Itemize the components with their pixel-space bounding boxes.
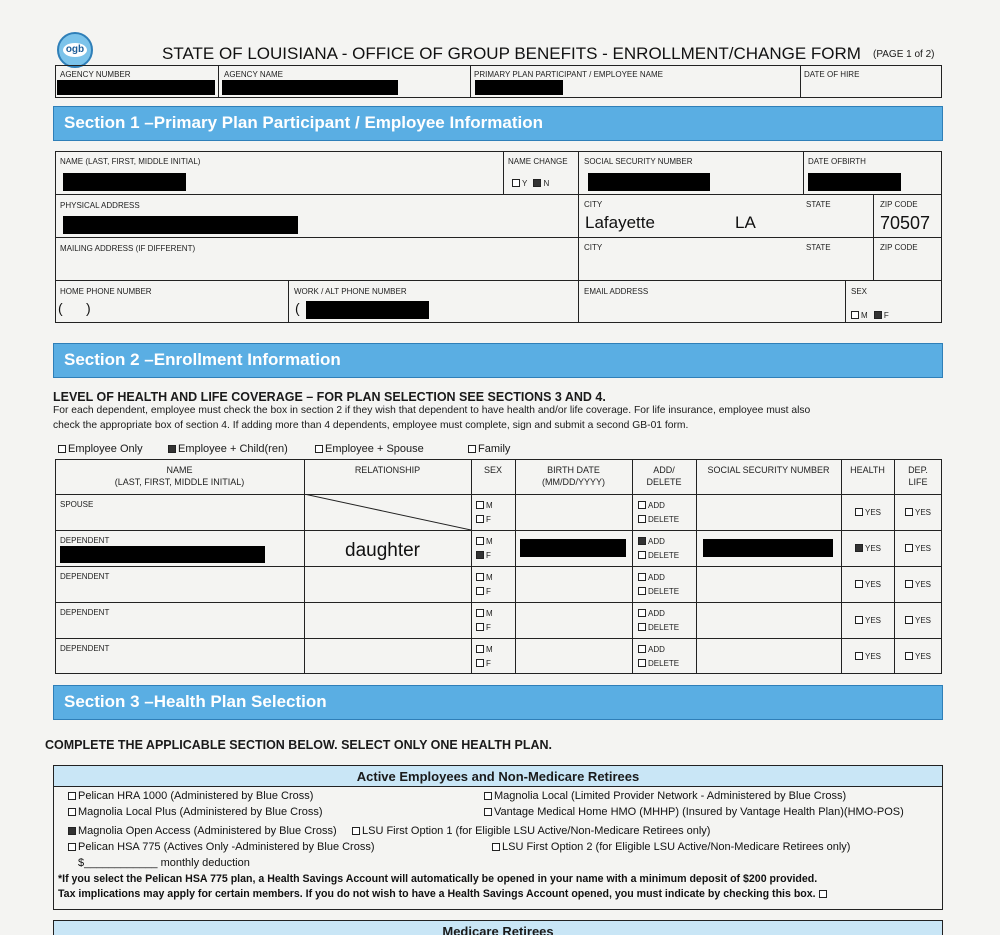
hsa-note-2-text: Tax implications may apply for certain members. If you do not wish to have a Health Savings Account opened, you must indicate by checking this box. xyxy=(58,888,816,900)
delete-checkbox[interactable] xyxy=(638,587,646,595)
sex-m-checkbox[interactable] xyxy=(851,311,859,319)
sex-m-text: M xyxy=(861,311,868,320)
page-indicator: (PAGE 1 of 2) xyxy=(873,49,935,60)
state-value: LA xyxy=(735,213,756,232)
active-employees-header: Active Employees and Non-Medicare Retirees xyxy=(53,765,943,787)
name-change-options[interactable] xyxy=(512,179,549,188)
col-name xyxy=(55,464,304,488)
physical-address-redacted xyxy=(63,216,298,234)
delete-checkbox[interactable] xyxy=(638,659,646,667)
f-checkbox[interactable] xyxy=(476,623,484,631)
section2-bar xyxy=(53,343,943,378)
hsa-note-2 xyxy=(58,888,829,900)
coverage-heading: LEVEL OF HEALTH AND LIFE COVERAGE – FOR PLAN SELECTION SEE SECTIONS 3 AND 4. xyxy=(53,390,606,404)
plan-vantage xyxy=(484,806,904,818)
life-checkbox[interactable] xyxy=(905,616,913,624)
employee-spouse-checkbox[interactable] xyxy=(315,445,323,453)
email-label: EMAIL ADDRESS xyxy=(584,287,649,296)
table-row-label: DEPENDENT xyxy=(60,572,110,581)
add-checkbox[interactable] xyxy=(638,609,646,617)
plan-text: Pelican HRA 1000 (Administered by Blue Cross) xyxy=(78,790,314,802)
sex-f-text: F xyxy=(883,311,889,320)
physical-address-label: PHYSICAL ADDRESS xyxy=(60,201,140,210)
life-checkbox[interactable] xyxy=(905,652,913,660)
m-checkbox[interactable] xyxy=(476,609,484,617)
name-redacted xyxy=(63,173,186,191)
employee-only-checkbox[interactable] xyxy=(58,445,66,453)
employee-spouse-text: Employee + Spouse xyxy=(325,443,424,455)
row-health-yes: YES xyxy=(855,544,881,553)
work-phone-value: ( xyxy=(295,300,300,316)
ssn-label: SOCIAL SECURITY NUMBER xyxy=(584,157,693,166)
m-checkbox[interactable] xyxy=(476,501,484,509)
col-relationship: RELATIONSHIP xyxy=(354,465,421,475)
row-life-yes: YES xyxy=(905,508,931,517)
plan-text: Magnolia Local Plus (Administered by Blue Cross) xyxy=(78,806,323,818)
col-add xyxy=(632,464,696,488)
sex-f-checkbox[interactable] xyxy=(874,311,882,319)
life-checkbox[interactable] xyxy=(905,544,913,552)
plan-magnolia-local xyxy=(484,790,846,802)
employee-children-checkbox[interactable] xyxy=(168,445,176,453)
city-value: Lafayette xyxy=(585,213,655,232)
health-checkbox[interactable] xyxy=(855,508,863,516)
city-label: CITY xyxy=(584,200,603,209)
lsu-option-1-checkbox[interactable] xyxy=(352,827,360,835)
name-change-y-text: Y xyxy=(522,179,528,188)
add-checkbox[interactable] xyxy=(638,501,646,509)
row-health-yes: YES xyxy=(855,508,881,517)
col-birth xyxy=(515,464,632,488)
instructions-line-2: check the appropriate box of section 4. If adding more than 4 dependents, employee must complete, sign and submit a second GB-01 form. xyxy=(53,420,689,431)
row-health-yes: YES xyxy=(855,580,881,589)
mailing-address-label: MAILING ADDRESS (IF DIFFERENT) xyxy=(60,244,196,253)
col-add-text: ADD/ xyxy=(653,465,675,475)
col-ssn: SOCIAL SECURITY NUMBER xyxy=(707,465,830,475)
section1-title: Section 1 –Primary Plan Participant / Employee Information xyxy=(64,113,543,132)
row-sex-options: M F xyxy=(476,535,493,563)
magnolia-local-checkbox[interactable] xyxy=(484,792,492,800)
hsa-opt-out-checkbox[interactable] xyxy=(819,890,827,898)
col-add-sub: DELETE xyxy=(646,477,682,487)
hsa-note-1: *If you select the Pelican HSA 775 plan, a Health Savings Account will automatically be opened in your name with a minimum deposit of $200 provided. xyxy=(58,873,818,885)
col-health: HEALTH xyxy=(850,465,885,475)
row-health-yes: YES xyxy=(855,616,881,625)
mailing-state-label: STATE xyxy=(806,243,831,252)
health-checkbox[interactable] xyxy=(855,616,863,624)
work-phone-label: WORK / ALT PHONE NUMBER xyxy=(294,287,407,296)
family-checkbox[interactable] xyxy=(468,445,476,453)
pelican-hsa-checkbox[interactable] xyxy=(68,843,76,851)
zip-label: ZIP CODE xyxy=(880,200,918,209)
row-life-yes: YES xyxy=(905,616,931,625)
table-row-label: DEPENDENT xyxy=(60,644,110,653)
plan-text: Vantage Medical Home HMO (MHHP) (Insured by Vantage Health Plan)(HMO-POS) xyxy=(494,806,904,818)
row-sex-options: M F xyxy=(476,643,493,671)
f-checkbox[interactable] xyxy=(476,515,484,523)
name-change-label: NAME CHANGE xyxy=(508,157,568,166)
plan-magnolia-local-plus xyxy=(68,806,323,818)
logo-text: ogb xyxy=(63,43,87,57)
plan-text: Pelican HSA 775 (Actives Only -Administered by Blue Cross) xyxy=(78,841,375,853)
sex-label: SEX xyxy=(851,287,868,296)
ogb-logo xyxy=(57,32,93,68)
dependent-name-redacted xyxy=(60,546,265,563)
health-plan-heading: COMPLETE THE APPLICABLE SECTION BELOW. SELECT ONLY ONE HEALTH PLAN. xyxy=(45,738,552,752)
employee-only-text: Employee Only xyxy=(68,443,143,455)
dependent-ssn-redacted xyxy=(703,539,833,557)
vantage-checkbox[interactable] xyxy=(484,808,492,816)
health-checkbox[interactable] xyxy=(855,580,863,588)
col-dep-life xyxy=(894,464,942,488)
table-row-label: DEPENDENT xyxy=(60,608,110,617)
col-name-text: NAME xyxy=(166,465,193,475)
col-sex: SEX xyxy=(483,465,502,475)
row-add-options: ADD DELETE xyxy=(638,643,679,671)
home-phone-label: HOME PHONE NUMBER xyxy=(60,287,152,296)
row-sex-options: M F xyxy=(476,607,493,635)
name-change-n-text: N xyxy=(543,179,550,188)
health-checkbox[interactable] xyxy=(855,652,863,660)
mailing-city-label: CITY xyxy=(584,243,603,252)
row-add-options: ADD DELETE xyxy=(638,607,679,635)
date-of-hire-label: DATE OF HIRE xyxy=(804,70,860,79)
name-change-y-checkbox[interactable] xyxy=(512,179,520,187)
plan-pelican-hra xyxy=(68,790,313,802)
dob-redacted xyxy=(808,173,901,191)
birth-date-redacted xyxy=(520,539,626,557)
plan-pelican-hsa xyxy=(68,841,375,853)
medicare-retirees-header: Medicare Retirees xyxy=(53,920,943,935)
section3-title: Section 3 –Health Plan Selection xyxy=(64,692,327,711)
spouse-relationship-strike xyxy=(304,494,471,530)
name-change-n-checkbox[interactable] xyxy=(533,179,541,187)
f-checkbox[interactable] xyxy=(476,659,484,667)
row-add-options: ADD DELETE xyxy=(638,499,679,527)
delete-checkbox[interactable] xyxy=(638,515,646,523)
plan-text: Magnolia Local (Limited Provider Network - Administered by Blue Cross) xyxy=(494,790,847,802)
agency-number-label: AGENCY NUMBER xyxy=(60,70,131,79)
form-title: STATE OF LOUISIANA - OFFICE OF GROUP BENEFITS - ENROLLMENT/CHANGE FORM xyxy=(162,44,861,63)
agency-number-redacted xyxy=(57,80,215,95)
row-add-options: ADD DELETE xyxy=(638,571,679,599)
work-phone-redacted xyxy=(306,301,429,319)
delete-checkbox[interactable] xyxy=(638,551,646,559)
magnolia-open-access-checkbox[interactable] xyxy=(68,827,76,835)
row-life-yes: YES xyxy=(905,580,931,589)
row-health-yes: YES xyxy=(855,652,881,661)
delete-checkbox[interactable] xyxy=(638,623,646,631)
col-birth-sub: (MM/DD/YYYY) xyxy=(542,477,605,487)
row-sex-options: M F xyxy=(476,499,493,527)
table-row-label: SPOUSE xyxy=(60,500,94,509)
name-label: NAME (LAST, FIRST, MIDDLE INITIAL) xyxy=(60,157,201,166)
agency-name-label: AGENCY NAME xyxy=(224,70,283,79)
magnolia-local-plus-checkbox[interactable] xyxy=(68,808,76,816)
plan-text: LSU First Option 1 (for Eligible LSU Active/Non-Medicare Retirees only) xyxy=(362,825,711,837)
m-checkbox[interactable] xyxy=(476,573,484,581)
zip-value: 70507 xyxy=(880,213,931,233)
col-birth-text: BIRTH DATE xyxy=(547,465,600,475)
mailing-zip-label: ZIP CODE xyxy=(880,243,918,252)
add-checkbox[interactable] xyxy=(638,537,646,545)
m-checkbox[interactable] xyxy=(476,537,484,545)
participant-name-redacted xyxy=(475,80,563,95)
ssn-redacted xyxy=(588,173,710,191)
family-text: Family xyxy=(478,443,511,455)
section3-bar xyxy=(53,685,943,720)
coverage-options xyxy=(58,443,658,457)
f-checkbox[interactable] xyxy=(476,551,484,559)
lsu-option-2-checkbox[interactable] xyxy=(492,843,500,851)
row-add-options: ADD DELETE xyxy=(638,535,679,563)
col-dep-text: DEP. xyxy=(908,465,928,475)
section2-title: Section 2 –Enrollment Information xyxy=(64,350,341,369)
participant-name-label: PRIMARY PLAN PARTICIPANT / EMPLOYEE NAME xyxy=(474,70,663,79)
table-row-label: DEPENDENT xyxy=(60,536,110,545)
life-checkbox[interactable] xyxy=(905,580,913,588)
row-sex-options: M F xyxy=(476,571,493,599)
add-checkbox[interactable] xyxy=(638,645,646,653)
pelican-hra-checkbox[interactable] xyxy=(68,792,76,800)
plan-text: LSU First Option 2 (for Eligible LSU Active/Non-Medicare Retirees only) xyxy=(502,841,851,853)
monthly-deduction: $____________ monthly deduction xyxy=(78,857,250,869)
state-label: STATE xyxy=(806,200,831,209)
plan-lsu-option-2 xyxy=(492,841,850,853)
instructions-line-1: For each dependent, employee must check the box in section 2 if they wish that dependent to have health and/or life coverage. For life insurance, employee must also xyxy=(53,405,811,416)
sex-options[interactable] xyxy=(851,311,889,320)
f-checkbox[interactable] xyxy=(476,587,484,595)
dependent-relationship: daughter xyxy=(345,540,421,561)
add-checkbox[interactable] xyxy=(638,573,646,581)
col-dep-sub: LIFE xyxy=(908,477,928,487)
row-life-yes: YES xyxy=(905,652,931,661)
section1-bar xyxy=(53,106,943,141)
m-checkbox[interactable] xyxy=(476,645,484,653)
plan-lsu-option-1 xyxy=(352,825,710,837)
life-checkbox[interactable] xyxy=(905,508,913,516)
plan-text: Magnolia Open Access (Administered by Blue Cross) xyxy=(78,825,337,837)
health-checkbox[interactable] xyxy=(855,544,863,552)
col-name-sub: (LAST, FIRST, MIDDLE INITIAL) xyxy=(114,477,245,487)
dob-label: DATE OFBIRTH xyxy=(808,157,866,166)
plan-magnolia-open-access xyxy=(68,825,337,837)
employee-children-text: Employee + Child(ren) xyxy=(178,443,288,455)
agency-name-redacted xyxy=(222,80,398,95)
row-life-yes: YES xyxy=(905,544,931,553)
home-phone-value: ( ) xyxy=(58,300,91,316)
